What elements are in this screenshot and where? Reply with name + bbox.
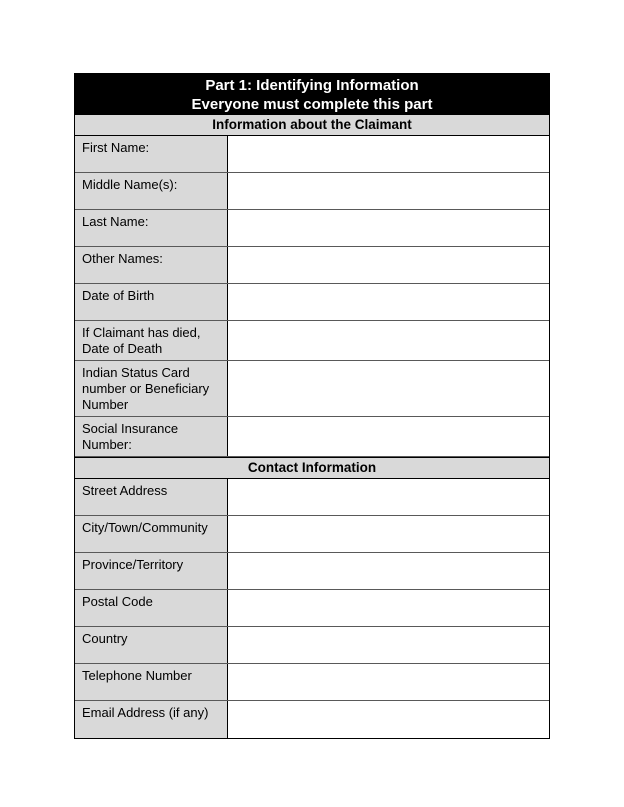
row-street-address <box>75 479 549 516</box>
row-indian-status-card-number-or-beneficiary-number <box>75 361 549 417</box>
field-input-social-insurance-number[interactable] <box>228 417 549 456</box>
row-date-of-birth <box>75 284 549 321</box>
form-table <box>74 73 550 739</box>
field-label-other-names: Other Names: <box>75 247 228 283</box>
field-input-indian-status-card-number-or-beneficiary-number[interactable] <box>228 361 549 416</box>
field-input-last-name[interactable] <box>228 210 549 246</box>
field-label-if-claimant-has-died-date-of-death: If Claimant has died, Date of Death <box>75 321 228 360</box>
field-label-date-of-birth: Date of Birth <box>75 284 228 320</box>
field-label-city-town-community: City/Town/Community <box>75 516 228 552</box>
row-email-address-if-any <box>75 701 549 738</box>
row-country <box>75 627 549 664</box>
row-province-territory <box>75 553 549 590</box>
field-input-other-names[interactable] <box>228 247 549 283</box>
field-label-postal-code: Postal Code <box>75 590 228 626</box>
field-input-postal-code[interactable] <box>228 590 549 626</box>
field-input-email-address-if-any[interactable] <box>228 701 549 738</box>
field-input-street-address[interactable] <box>228 479 549 515</box>
row-last-name <box>75 210 549 247</box>
row-other-names <box>75 247 549 284</box>
field-input-date-of-birth[interactable] <box>228 284 549 320</box>
field-input-country[interactable] <box>228 627 549 663</box>
field-label-middle-name-s: Middle Name(s): <box>75 173 228 209</box>
field-input-first-name[interactable] <box>228 136 549 172</box>
section-header-information-about-the-claimant: Information about the Claimant <box>75 115 549 136</box>
row-first-name <box>75 136 549 173</box>
field-label-province-territory: Province/Territory <box>75 553 228 589</box>
field-input-middle-name-s[interactable] <box>228 173 549 209</box>
field-label-email-address-if-any: Email Address (if any) <box>75 701 228 738</box>
field-input-telephone-number[interactable] <box>228 664 549 700</box>
row-social-insurance-number <box>75 417 549 457</box>
part1-title-line2: Everyone must complete this part <box>191 95 433 113</box>
part1-header <box>75 74 549 115</box>
field-label-social-insurance-number: Social Insurance Number: <box>75 417 228 456</box>
part1-title-line1: Part 1: Identifying Information <box>205 76 419 94</box>
field-label-telephone-number: Telephone Number <box>75 664 228 700</box>
row-telephone-number <box>75 664 549 701</box>
row-middle-name-s <box>75 173 549 210</box>
row-city-town-community <box>75 516 549 553</box>
section-header-contact-information: Contact Information <box>75 457 549 479</box>
row-postal-code <box>75 590 549 627</box>
field-label-indian-status-card-number-or-beneficiary-number: Indian Status Card number or Beneficiary Number <box>75 361 228 416</box>
field-input-province-territory[interactable] <box>228 553 549 589</box>
field-input-if-claimant-has-died-date-of-death[interactable] <box>228 321 549 360</box>
row-if-claimant-has-died-date-of-death <box>75 321 549 361</box>
field-input-city-town-community[interactable] <box>228 516 549 552</box>
field-label-first-name: First Name: <box>75 136 228 172</box>
field-label-street-address: Street Address <box>75 479 228 515</box>
field-label-country: Country <box>75 627 228 663</box>
form-table-body <box>75 115 549 738</box>
field-label-last-name: Last Name: <box>75 210 228 246</box>
